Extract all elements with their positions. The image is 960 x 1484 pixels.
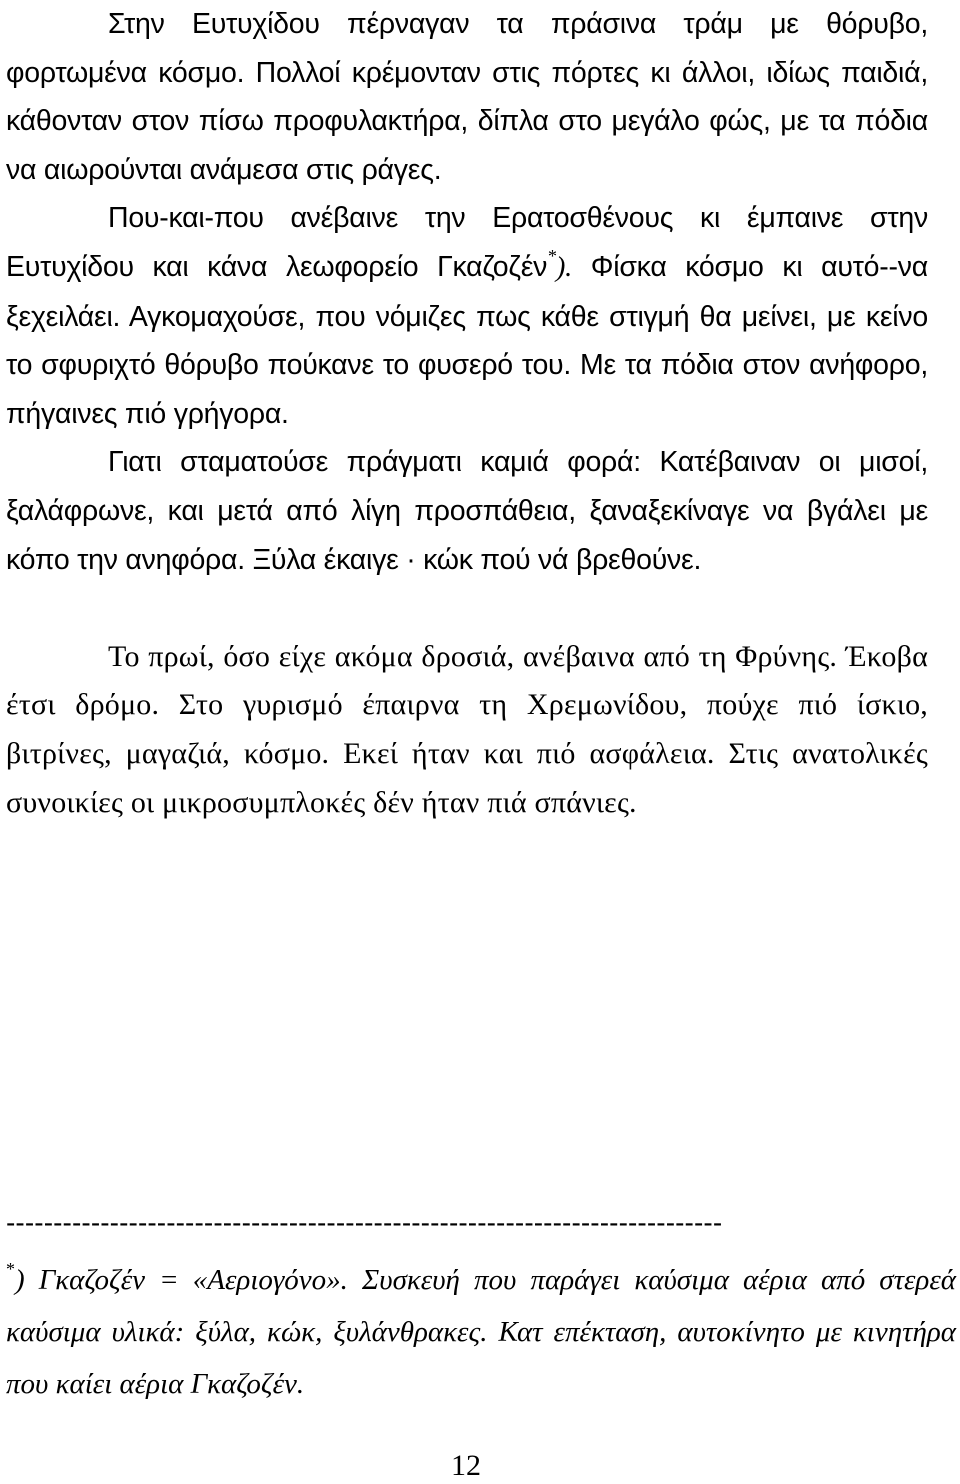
footnote-text: ) Γκαζοζέν = «Αεριογόνο». Συσκευή που παράγει καύσιμα αέρια από στερεά καύσιμα υλικά: ξύλα, κώκ, ξυλάνθρακες. Κατ επέκταση, αυτοκίνητο με κινητήρα που καίει αέρια Γκαζοζέν.: [6, 1264, 956, 1400]
footnote-marker-bottom: *: [6, 1259, 15, 1279]
paragraph-3: Γιατι σταματούσε πράγματι καμιά φορά: Κατέβαιναν οι μισοί, ξαλάφρωνε, και μετά από λίγη προσπάθεια, ξαναξεκίναγε να βγάλει με κόπο την ανηφόρα. Ξύλα έκαιγε · κώκ πού νά βρεθούνε.: [6, 446, 928, 576]
page-number: 12: [451, 1449, 481, 1482]
main-text: [6, 0, 928, 827]
paragraph-1: Στην Ευτυχίδου πέρναγαν τα πράσινα τράμ με θόρυβο, φορτωμένα κόσμο. Πολλοί κρέμονταν στις πόρτες κι άλλοι, ιδίως παιδιά, κάθονταν στον πίσω προφυλακτήρα, δίπλα στο μεγάλο φώς, με τα πόδια να αιωρούνται ανάμεσα στις ράγες.: [6, 8, 928, 186]
footnote: [6, 1254, 956, 1410]
paragraph-2-start: Που-και-που ανέβαινε την Ερατοσθένους κι έμπαινε στην Ευτυχίδου και κάνα λεωφορείο Γκαζοζέν: [6, 202, 928, 283]
footnote-reference[interactable]: [547, 245, 573, 283]
paragraph-2-end: Φίσκα κόσμο κι αυτό--να ξεχειλάει. Αγκομαχούσε, που νόμιζες πως κάθε στιγμή θα μείνει, με κείνο το σφυριχτό θόρυβο πούκανε το φυσερό του. Με τα πόδια στον ανήφορο, πήγαινες πιό γρήγορα.: [6, 250, 928, 430]
footnote-marker-close: ).: [555, 251, 573, 283]
paragraph-2: [6, 194, 928, 438]
footnote-separator: ----------------------------------------------------------------------------: [6, 1207, 723, 1238]
footnote-marker: *: [547, 245, 556, 266]
paragraph-4: Το πρωί, όσο είχε ακόμα δροσιά, ανέβαινα από τη Φρύνης. Έκοβα έτσι δρόμο. Στο γυρισμό έπαιρνα τη Χρεμωνίδου, πούχε πιό ίσκιο, βιτρίνες, μαγαζιά, κόσμο. Εκεί ήταν και πιό ασφάλεια. Στις ανατολικές συνοικίες οι μικροσυμπλοκές δέν ήταν πιά σπάνιες.: [6, 639, 928, 819]
